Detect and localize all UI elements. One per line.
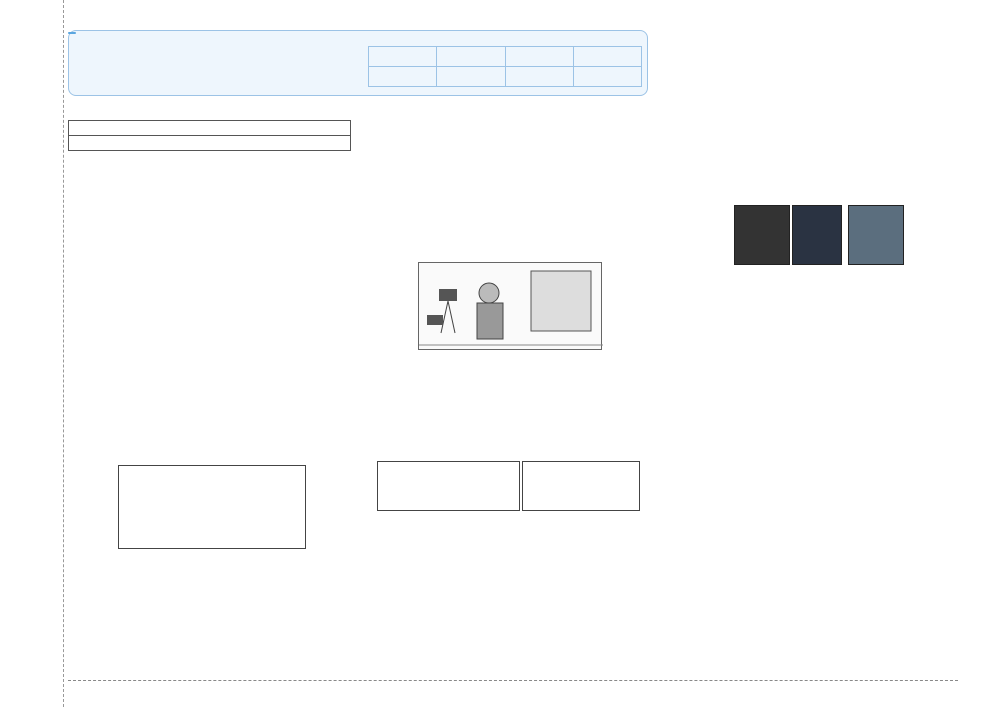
score-cell[interactable] <box>573 67 641 87</box>
dunning-kruger-chart <box>745 585 900 655</box>
score-cell[interactable] <box>437 67 505 87</box>
score-header <box>573 47 641 67</box>
answer-table <box>68 120 351 151</box>
footer-steps <box>680 686 698 695</box>
score-row-label <box>369 67 437 87</box>
exhibit-photo <box>734 205 790 265</box>
cartoon-image <box>418 262 602 350</box>
scenario-box-right <box>522 461 640 511</box>
exhibit-photo <box>848 205 904 265</box>
score-header <box>437 47 505 67</box>
score-header <box>369 47 437 67</box>
volume-tab <box>68 32 76 34</box>
exhibit-photo <box>792 205 842 265</box>
binding-margin <box>0 0 64 707</box>
score-header <box>505 47 573 67</box>
answer-row-label <box>69 121 351 136</box>
score-cell[interactable] <box>505 67 573 87</box>
score-table <box>368 46 642 87</box>
footer-rule <box>68 680 958 681</box>
ad-quote-box <box>118 465 306 549</box>
scenario-box-left <box>377 461 520 511</box>
answer-row-label <box>69 136 351 151</box>
